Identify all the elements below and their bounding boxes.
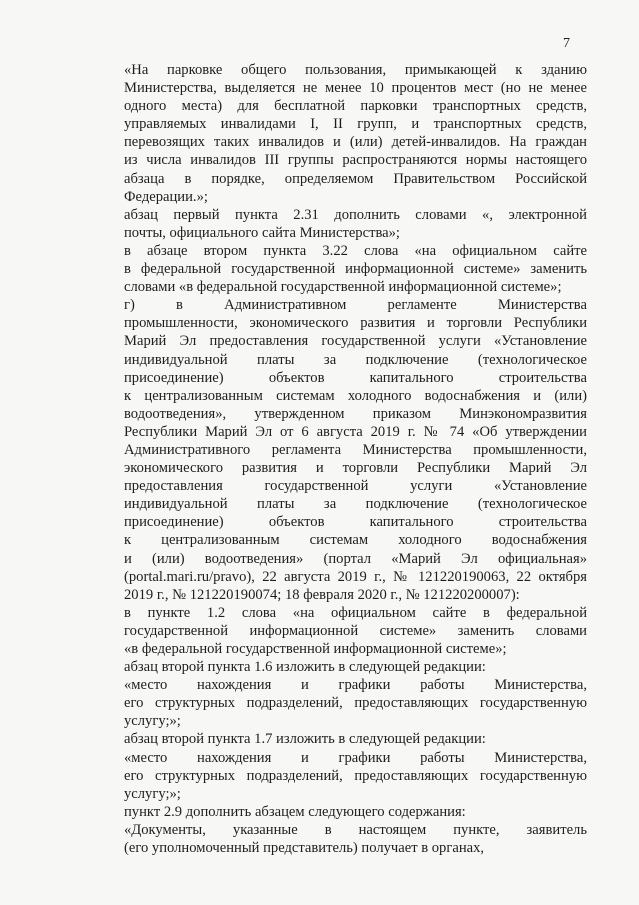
text-line: словами «в федеральной государственной информационной системе»; (124, 279, 562, 296)
text-line: его структурных подразделений, предоставляющих государственную (124, 695, 587, 712)
text-line: (portal.mari.ru/pravo), 22 августа 2019 г., № 121220190063, 22 октября (124, 568, 587, 585)
paragraph (89, 821, 587, 857)
text-line: «в федеральной государственной информационной системе»; (124, 641, 507, 657)
text-line: к централизованным системам холодного водоснабжения и (или) (124, 387, 587, 404)
text-line: и (или) водоотведения» (портал «Марий Эл официальная» (124, 550, 587, 567)
text-line: Республики Марий Эл от 6 августа 2019 г. № 74 «Об утверждении (124, 423, 587, 440)
paragraph (89, 604, 587, 658)
paragraph (89, 730, 587, 748)
text-line: индивидуальной платы за подключение (технологическое (124, 351, 587, 368)
text-line: индивидуальной платы за подключение (технологическое (124, 496, 587, 513)
paragraph (89, 296, 587, 604)
text-line: абзац второй пункта 1.7 изложить в следующей редакции: (124, 731, 486, 748)
text-line: Административного регламента Министерства промышленности, (124, 441, 587, 458)
text-line: управляемых инвалидами I, II групп, и транспортных средств, (124, 116, 587, 133)
text-line: промышленности, экономического развития и торговли Республики (124, 315, 587, 332)
text-line: из числа инвалидов III группы распространяются нормы настоящего (124, 152, 587, 169)
text-line: «На парковке общего пользования, примыкающей к зданию (124, 62, 587, 78)
text-line: «место нахождения и графики работы Министерства, (124, 677, 587, 694)
page-number: 7 (563, 36, 570, 51)
text-line: к централизованным системам холодного водоснабжения (124, 532, 587, 549)
text-line: водоотведения», утвержденном приказом Минэкономразвития (124, 405, 587, 422)
document-body (89, 61, 587, 857)
text-line: предоставления государственной услуги «Установление (124, 478, 587, 495)
paragraph (89, 749, 587, 803)
text-line: экономического развития и торговли Республики Марий Эл (124, 460, 587, 477)
text-line: услугу;»; (124, 785, 181, 802)
text-line: присоединение) объектов капитального строительства (124, 369, 587, 386)
text-line: государственной информационной системе» заменить словами (124, 622, 587, 639)
text-line: Федерации.»; (124, 188, 208, 205)
text-line: 2019 г., № 121220190074; 18 февраля 2020 г., № 121220200007): (124, 586, 520, 603)
text-line: одного места) для бесплатной парковки транспортных средств, (124, 98, 587, 115)
text-line: услугу;»; (124, 713, 181, 730)
paragraph (89, 242, 587, 296)
paragraph (89, 676, 587, 730)
paragraph (89, 803, 587, 821)
text-line: абзаца в порядке, определяемом Правительством Российской (124, 170, 587, 187)
text-line: Министерства, выделяется не менее 10 процентов мест (но не менее (124, 80, 587, 97)
text-line: «Документы, указанные в настоящем пункте, заявитель (124, 821, 587, 838)
text-line: абзац второй пункта 1.6 изложить в следующей редакции: (124, 659, 486, 676)
text-line: его структурных подразделений, предоставляющих государственную (124, 767, 587, 784)
text-line: Марий Эл предоставления государственной услуги «Установление (124, 333, 587, 350)
paragraph (89, 206, 587, 242)
text-line: перевозящих таких инвалидов и (или) детей-инвалидов. На граждан (124, 134, 587, 151)
text-line: «место нахождения и графики работы Министерства, (124, 749, 587, 766)
text-line: в федеральной государственной информационной системе» заменить (124, 261, 587, 278)
text-line: пункт 2.9 дополнить абзацем следующего содержания: (124, 803, 466, 820)
text-line: г) в Административном регламенте Министерства (124, 297, 587, 314)
text-line: в пункте 1.2 слова «на официальном сайте в федеральной (124, 604, 587, 621)
text-line: абзац первый пункта 2.31 дополнить словами «, электронной (124, 206, 587, 223)
paragraph (89, 658, 587, 676)
text-line: почты, официального сайта Министерства»; (124, 224, 400, 241)
text-line: присоединение) объектов капитального строительства (124, 514, 587, 531)
text-line: в абзаце втором пункта 3.22 слова «на официальном сайте (124, 242, 587, 259)
text-line: (его уполномоченный представитель) получает в органах, (124, 840, 485, 857)
paragraph (89, 61, 587, 206)
